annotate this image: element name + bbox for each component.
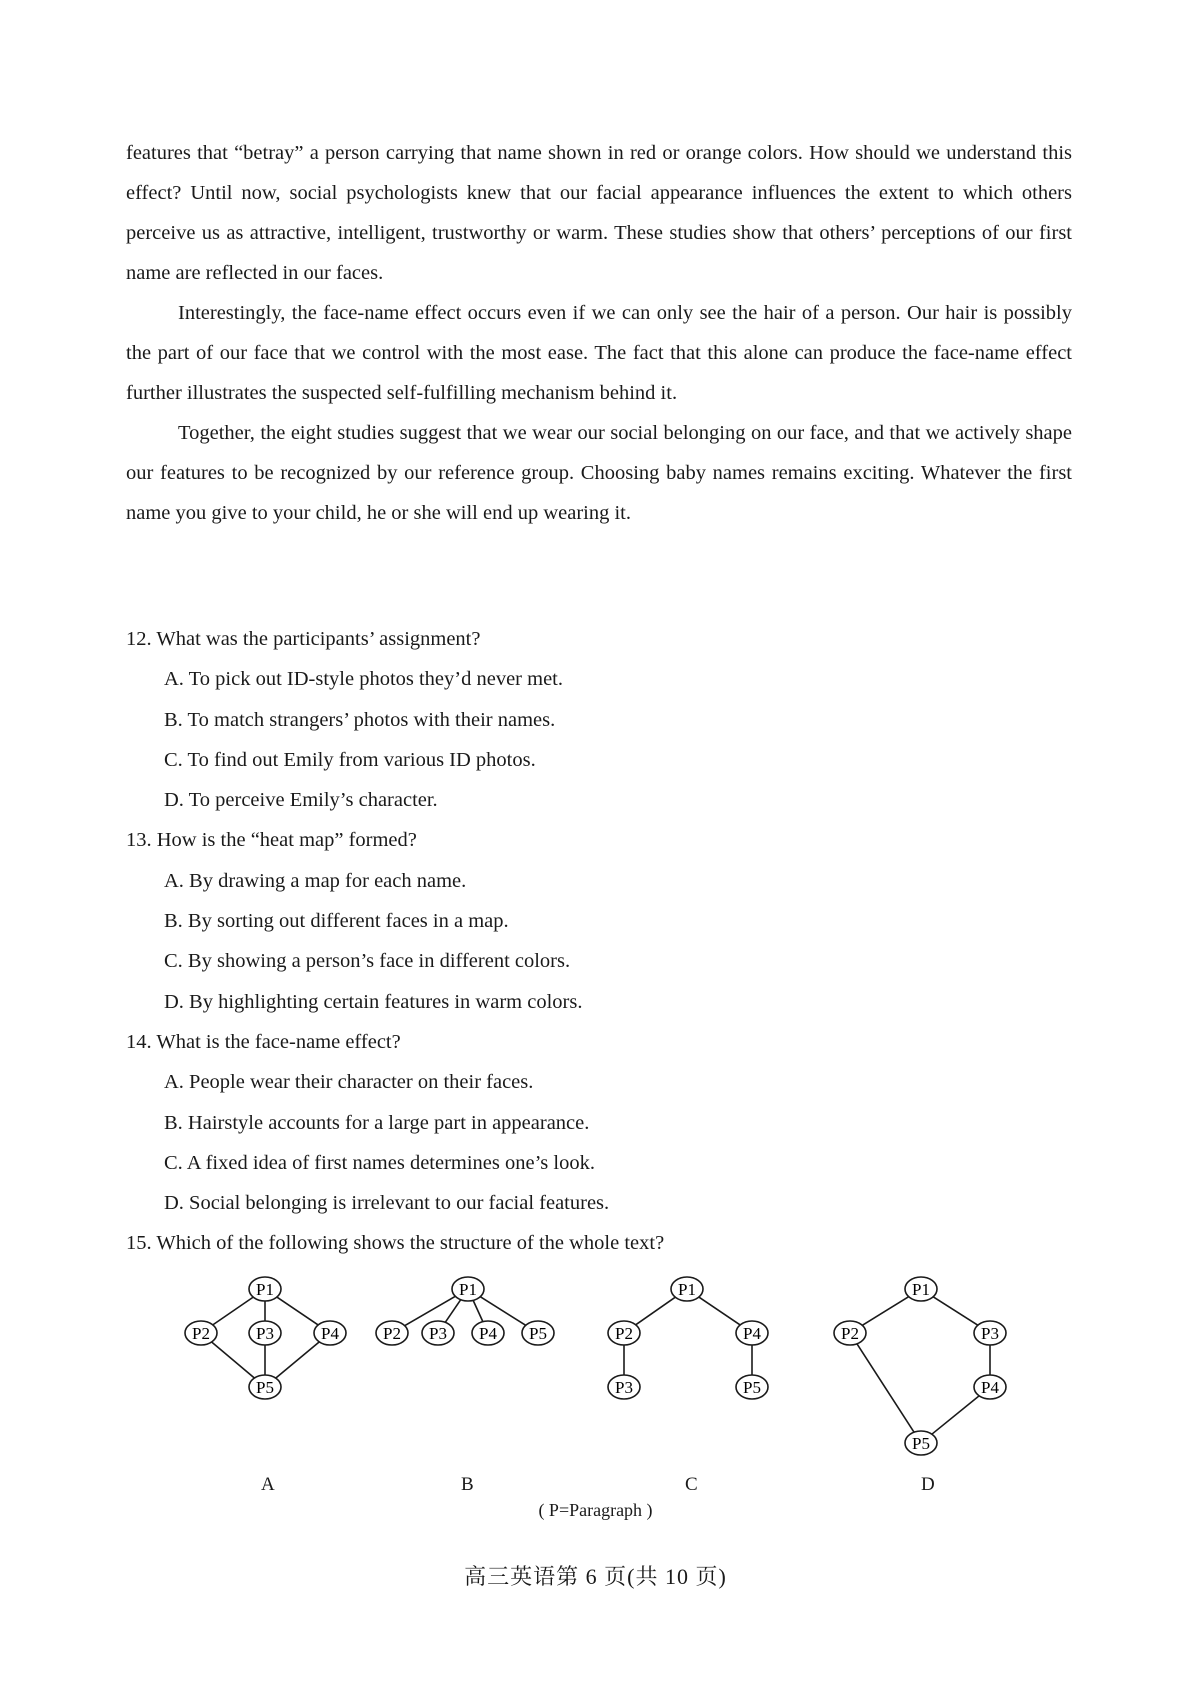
diagram-c bbox=[608, 1277, 768, 1399]
question-stem: 13. How is the “heat map” formed? bbox=[126, 829, 417, 852]
diagram-node-label: P4 bbox=[743, 1324, 761, 1343]
diagram-letter-a: A bbox=[261, 1474, 275, 1495]
diagram-edge bbox=[276, 1342, 320, 1378]
diagram-edge bbox=[933, 1297, 978, 1325]
option-c: C. To find out Emily from various ID photos. bbox=[164, 748, 536, 771]
option-a: A. To pick out ID-style photos they’d never met. bbox=[164, 668, 563, 691]
diagram-letter-d: D bbox=[921, 1474, 935, 1495]
diagram-node-label: P4 bbox=[479, 1324, 497, 1343]
question-14 bbox=[126, 1022, 1072, 1223]
question-stem: 14. What is the face-name effect? bbox=[126, 1030, 401, 1053]
diagram-edge bbox=[699, 1297, 740, 1325]
diagram-node-label: P1 bbox=[678, 1280, 696, 1299]
diagram-node-label: P3 bbox=[981, 1324, 999, 1343]
diagram-a bbox=[185, 1277, 346, 1399]
question-15 bbox=[126, 1223, 1072, 1263]
option-b: B. By sorting out different faces in a map. bbox=[164, 910, 509, 933]
question-12 bbox=[126, 619, 1072, 820]
diagram-node-label: P3 bbox=[615, 1378, 633, 1397]
structure-diagram-canvas bbox=[0, 1260, 1191, 1500]
question-13 bbox=[126, 820, 1072, 1021]
diagram-edge bbox=[862, 1297, 908, 1326]
diagram-edge bbox=[932, 1396, 979, 1434]
diagram-edge bbox=[857, 1344, 914, 1432]
structure-diagrams bbox=[0, 1260, 1191, 1540]
diagram-node-label: P2 bbox=[192, 1324, 210, 1343]
option-c: C. A fixed idea of first names determines one’s look. bbox=[164, 1151, 595, 1174]
passage-paragraph: Together, the eight studies suggest that we wear our social belonging on our face, and that we actively shape our features to be recognized by our reference group. Choosing baby names remains exciting. Whatever the first name you give to your child, he or she will end up wearing it. bbox=[126, 422, 1072, 524]
diagram-node-label: P5 bbox=[529, 1324, 547, 1343]
diagram-node-label: P2 bbox=[615, 1324, 633, 1343]
diagram-edge bbox=[636, 1297, 676, 1325]
diagram-edge bbox=[213, 1297, 253, 1325]
question-list bbox=[126, 619, 1072, 1264]
diagram-node-label: P5 bbox=[743, 1378, 761, 1397]
option-d: D. To perceive Emily’s character. bbox=[164, 789, 438, 812]
diagram-node-label: P2 bbox=[383, 1324, 401, 1343]
diagram-letter-c: C bbox=[685, 1474, 698, 1495]
diagram-edge bbox=[473, 1300, 483, 1321]
diagram-edge bbox=[212, 1342, 255, 1378]
diagram-edge bbox=[277, 1297, 318, 1325]
passage-paragraph: Interestingly, the face-name effect occurs even if we can only see the hair of a person. Our hair is possibly the part of our face that we control with the most ease. The fact that this alone can produce the face-name effect further illustrates the suspected self-fulfilling mechanism behind it. bbox=[126, 302, 1072, 404]
diagram-node-label: P4 bbox=[321, 1324, 339, 1343]
diagram-node-label: P2 bbox=[841, 1324, 859, 1343]
question-stem: 12. What was the participants’ assignment? bbox=[126, 628, 481, 650]
reading-passage bbox=[126, 133, 1072, 533]
diagram-b bbox=[376, 1277, 554, 1345]
diagram-node-label: P1 bbox=[912, 1280, 930, 1299]
page-footer: 高三英语第 6 页(共 10 页) bbox=[464, 1564, 727, 1589]
option-c: C. By showing a person’s face in different colors. bbox=[164, 950, 571, 973]
diagram-node-label: P1 bbox=[256, 1280, 274, 1299]
diagram-edge bbox=[405, 1296, 456, 1325]
option-a: A. People wear their character on their faces. bbox=[164, 1071, 534, 1094]
diagram-edge bbox=[445, 1300, 460, 1323]
option-b: B. To match strangers’ photos with their names. bbox=[164, 708, 556, 731]
option-b: B. Hairstyle accounts for a large part in appearance. bbox=[164, 1111, 590, 1134]
diagram-d bbox=[834, 1277, 1006, 1455]
diagram-letter-b: B bbox=[461, 1474, 474, 1495]
diagram-node-label: P1 bbox=[459, 1280, 477, 1299]
paragraph-note: ( P=Paragraph ) bbox=[538, 1500, 653, 1520]
option-d: D. By highlighting certain features in warm colors. bbox=[164, 990, 583, 1013]
diagram-node-label: P3 bbox=[429, 1324, 447, 1343]
option-d: D. Social belonging is irrelevant to our facial features. bbox=[164, 1192, 610, 1215]
question-stem: 15. Which of the following shows the structure of the whole text? bbox=[126, 1232, 665, 1255]
diagram-node-label: P4 bbox=[981, 1378, 999, 1397]
passage-paragraph: features that “betray” a person carrying that name shown in red or orange colors. How should we understand this effect? Until now, social psychologists knew that our facial appearance influences the extent to which others perceive us as attractive, intelligent, trustworthy or warm. These studies show that others’ perceptions of our first name are reflected in our faces. bbox=[126, 142, 1072, 284]
diagram-node-label: P3 bbox=[256, 1324, 274, 1343]
diagram-node-label: P5 bbox=[256, 1378, 274, 1397]
diagram-node-label: P5 bbox=[912, 1434, 930, 1453]
option-a: A. By drawing a map for each name. bbox=[164, 869, 467, 892]
